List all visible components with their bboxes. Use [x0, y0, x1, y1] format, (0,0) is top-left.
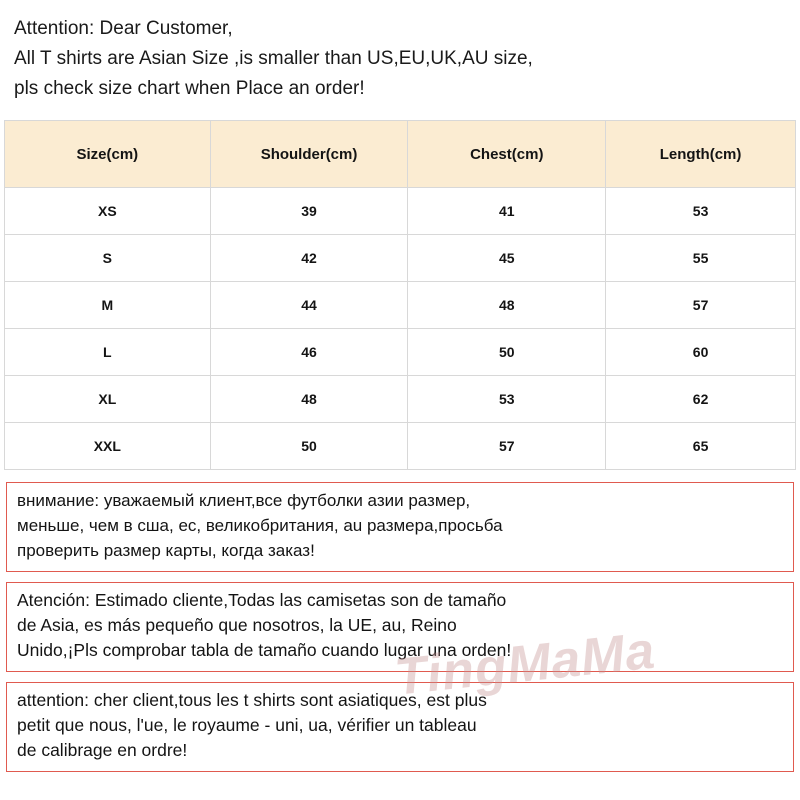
- cell-shoulder: 44: [210, 282, 408, 329]
- note-ru-line-3: проверить размер карты, когда заказ!: [17, 541, 315, 560]
- cell-chest: 41: [408, 188, 606, 235]
- cell-length: 57: [606, 282, 796, 329]
- notice-line-1: Attention: Dear Customer,: [14, 18, 233, 39]
- table-header: [5, 121, 796, 188]
- column-header-shoulder: Shoulder(cm): [210, 121, 408, 188]
- cell-length: 60: [606, 329, 796, 376]
- column-header-chest: Chest(cm): [408, 121, 606, 188]
- column-header-length: Length(cm): [606, 121, 796, 188]
- cell-size: XL: [5, 376, 211, 423]
- note-es-line-3: Unido,¡Pls comprobar tabla de tamaño cuando lugar una orden!: [17, 640, 512, 660]
- cell-size: L: [5, 329, 211, 376]
- cell-chest: 48: [408, 282, 606, 329]
- note-ru-line-1: внимание: уважаемый клиент,все футболки азии размер,: [17, 491, 471, 510]
- cell-length: 53: [606, 188, 796, 235]
- notice-line-2: All T shirts are Asian Size ,is smaller than US,EU,UK,AU size,: [14, 48, 533, 69]
- cell-shoulder: 42: [210, 235, 408, 282]
- translated-notes: [6, 482, 794, 772]
- cell-chest: 53: [408, 376, 606, 423]
- note-box-spanish: [6, 582, 794, 672]
- table-row: [5, 235, 796, 282]
- cell-size: S: [5, 235, 211, 282]
- cell-size: XXL: [5, 423, 211, 470]
- cell-shoulder: 48: [210, 376, 408, 423]
- note-box-russian: [6, 482, 794, 572]
- column-header-size: Size(cm): [5, 121, 211, 188]
- cell-shoulder: 39: [210, 188, 408, 235]
- cell-chest: 50: [408, 329, 606, 376]
- cell-chest: 57: [408, 423, 606, 470]
- note-fr-line-2: petit que nous, l'ue, le royaume - uni, ua, vérifier un tableau: [17, 715, 477, 735]
- table-header-row: [5, 121, 796, 188]
- cell-length: 62: [606, 376, 796, 423]
- cell-shoulder: 46: [210, 329, 408, 376]
- note-fr-line-3: de calibrage en ordre!: [17, 740, 188, 760]
- size-chart-table: [4, 120, 796, 470]
- notice-line-3: pls check size chart when Place an order!: [14, 78, 365, 99]
- brand-watermark: TingMaMa: [392, 621, 659, 707]
- note-es-line-1: Atención: Estimado cliente,Todas las camisetas son de tamaño: [17, 590, 507, 610]
- attention-notice: [0, 0, 800, 104]
- table-row: [5, 282, 796, 329]
- note-fr-line-1: attention: cher client,tous les t shirts sont asiatiques, est plus: [17, 690, 487, 710]
- note-es-line-2: de Asia, es más pequeño que nosotros, la UE, au, Reino: [17, 615, 457, 635]
- note-ru-line-2: меньше, чем в сша, ес, великобритания, au размера,просьба: [17, 516, 503, 535]
- cell-shoulder: 50: [210, 423, 408, 470]
- table-row: [5, 188, 796, 235]
- cell-size: M: [5, 282, 211, 329]
- table-row: [5, 376, 796, 423]
- table-body: [5, 188, 796, 470]
- table-row: [5, 423, 796, 470]
- table-row: [5, 329, 796, 376]
- cell-chest: 45: [408, 235, 606, 282]
- cell-length: 65: [606, 423, 796, 470]
- cell-size: XS: [5, 188, 211, 235]
- cell-length: 55: [606, 235, 796, 282]
- note-box-french: [6, 682, 794, 772]
